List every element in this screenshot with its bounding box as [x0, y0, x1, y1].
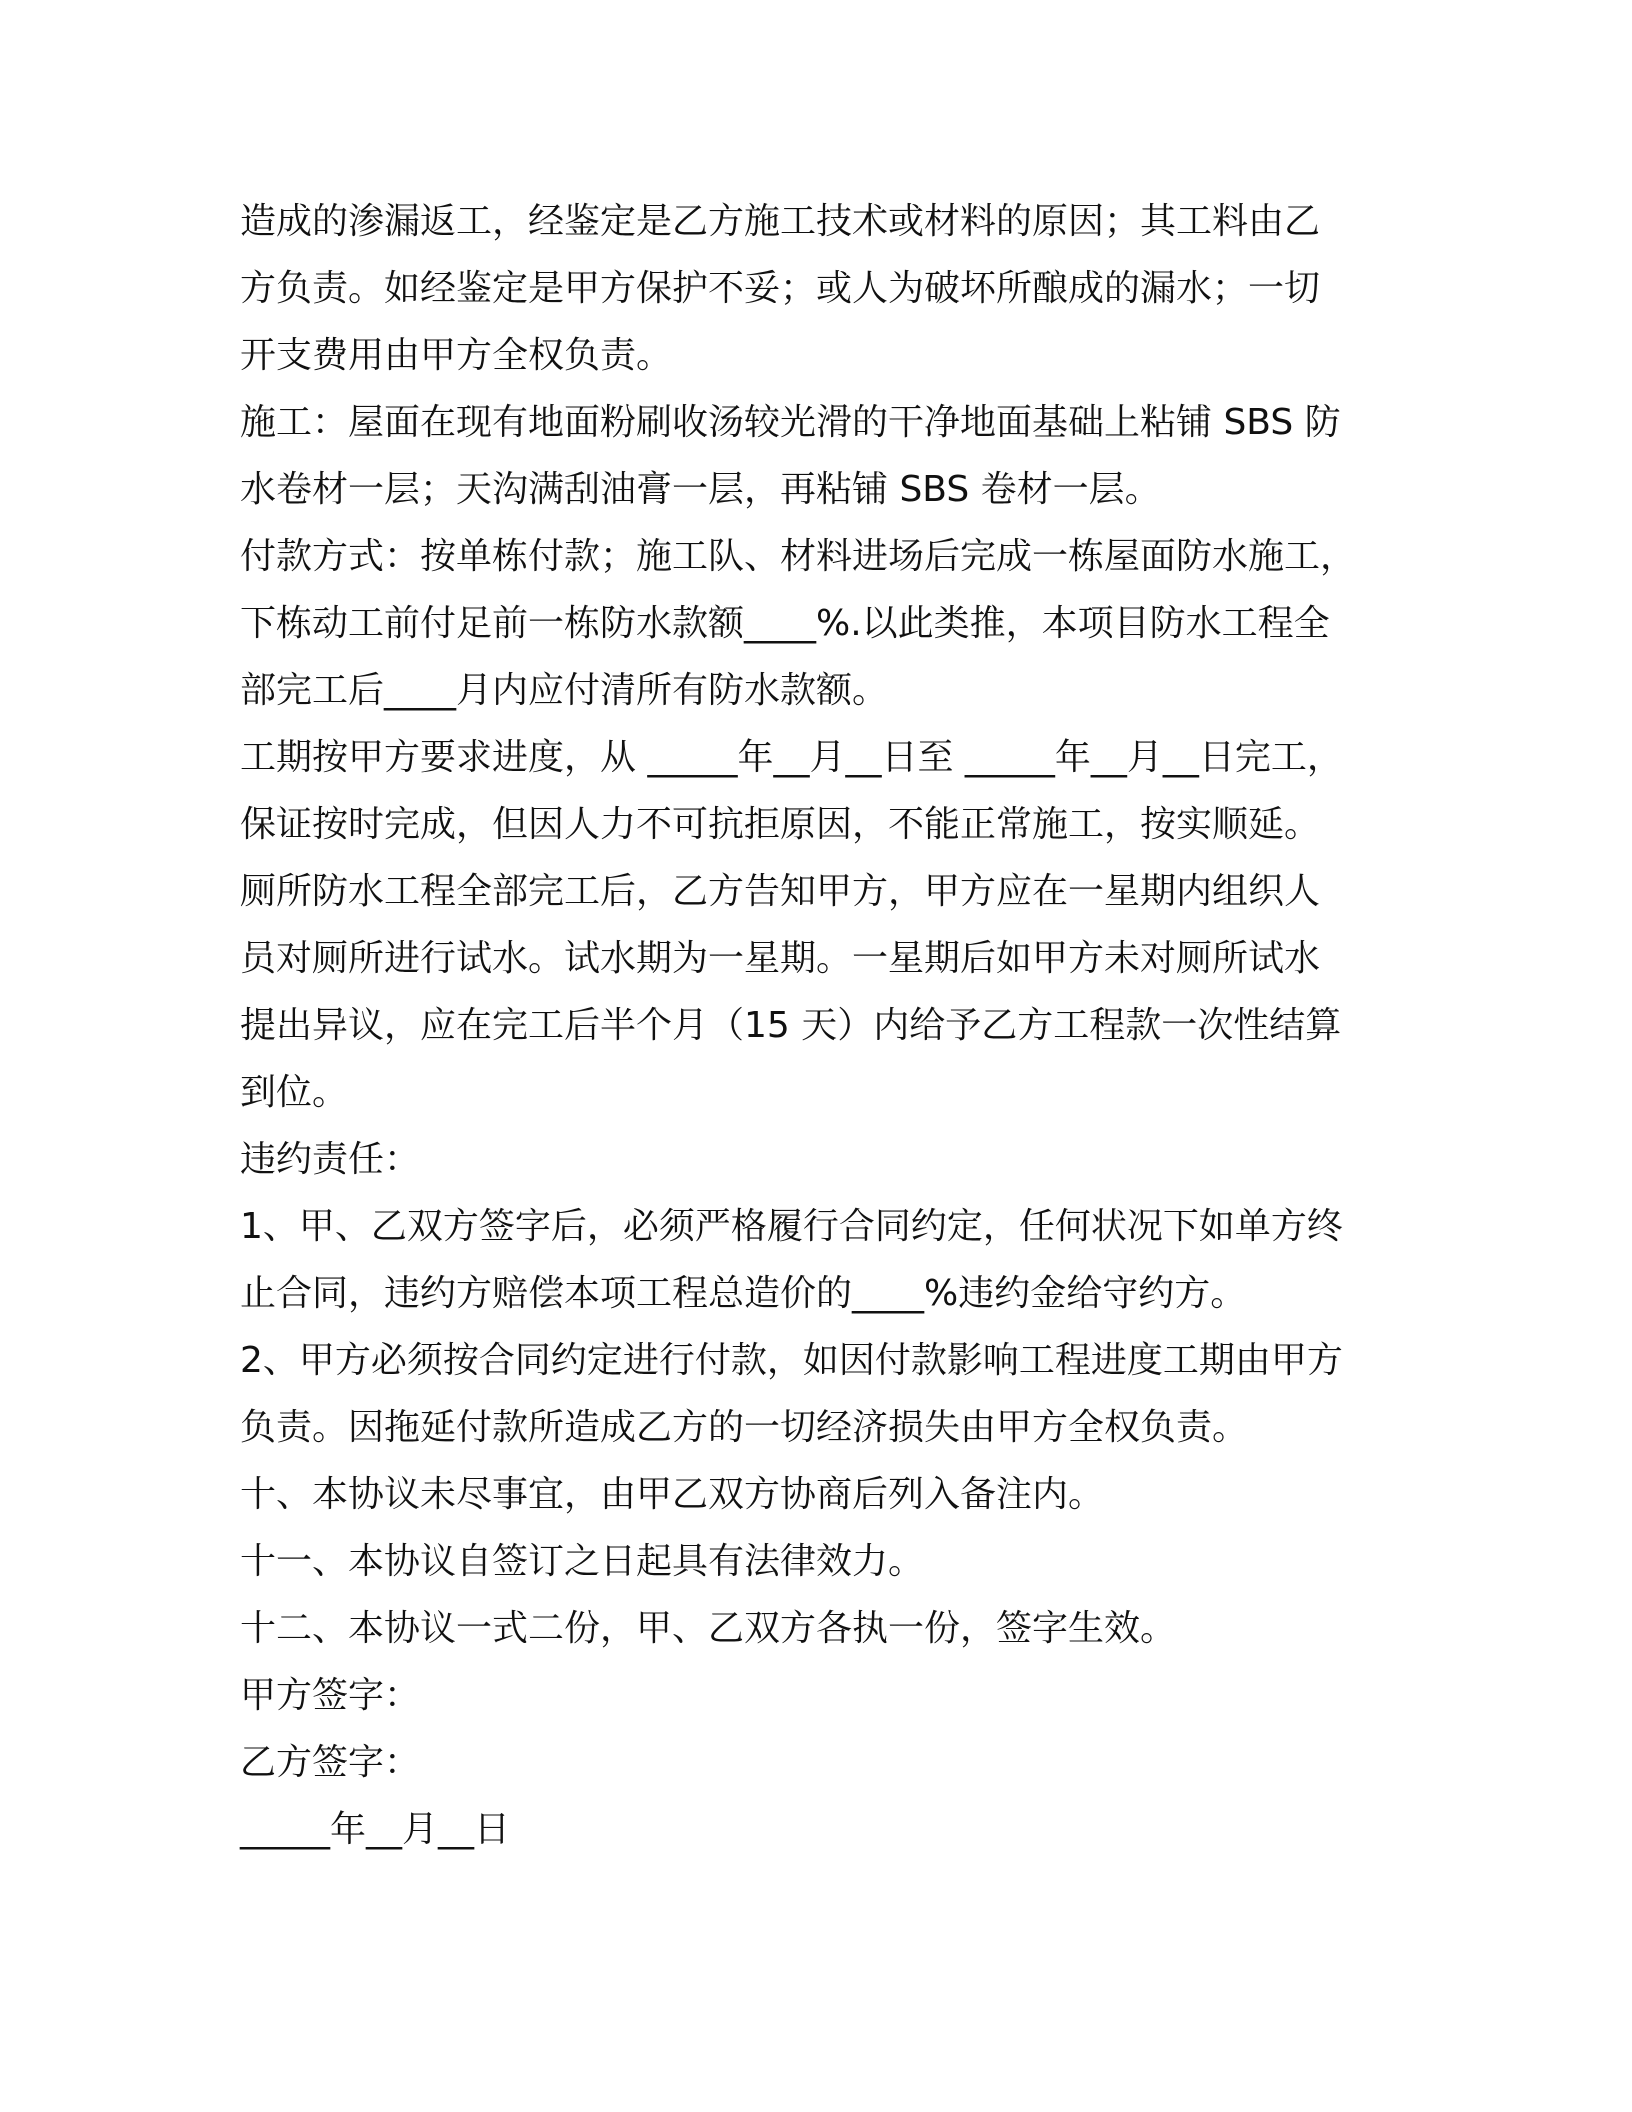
- paragraph-line: 开支费用由甲方全权负责。: [240, 335, 673, 376]
- payment-clause-line: 付款方式：按单栋付款；施工队、材料进场后完成一栋屋面防水施工，: [240, 536, 1357, 577]
- payment-clause-line: 部完工后____月内应付清所有防水款额。: [240, 670, 889, 711]
- section-heading: 违约责任：: [240, 1139, 421, 1180]
- article-line: 十一、本协议自签订之日起具有法律效力。: [240, 1541, 925, 1582]
- signing-date-line: _____年__月__日: [240, 1809, 511, 1850]
- acceptance-clause-line: 提出异议，应在完工后半个月（15 天）内给予乙方工程款一次性结算: [240, 1005, 1342, 1046]
- liability-item-line: 2、甲方必须按合同约定进行付款，如因付款影响工程进度工期由甲方: [240, 1340, 1343, 1381]
- article-line: 十、本协议未尽事宜，由甲乙双方协商后列入备注内。: [240, 1474, 1105, 1515]
- liability-item-line: 负责。因拖延付款所造成乙方的一切经济损失由甲方全权负责。: [240, 1407, 1249, 1448]
- acceptance-clause-line: 员对厕所进行试水。试水期为一星期。一星期后如甲方未对厕所试水: [240, 938, 1321, 979]
- liability-item-line: 止合同，违约方赔偿本项工程总造价的____%违约金给守约方。: [240, 1273, 1247, 1314]
- construction-clause-line: 施工：屋面在现有地面粉刷收汤较光滑的干净地面基础上粘铺 SBS 防: [240, 402, 1341, 443]
- liability-item-line: 1、甲、乙双方签字后，必须严格履行合同约定，任何状况下如单方终: [240, 1206, 1343, 1247]
- document-body: [240, 188, 1420, 1863]
- party-b-signature-label: 乙方签字：: [240, 1742, 421, 1783]
- schedule-clause-line: 保证按时完成，但因人力不可抗拒原因，不能正常施工，按实顺延。: [240, 804, 1321, 845]
- article-line: 十二、本协议一式二份，甲、乙双方各执一份，签字生效。: [240, 1608, 1177, 1649]
- schedule-clause-line: 工期按甲方要求进度，从 _____年__月__日至 _____年__月__日完工，: [240, 737, 1343, 778]
- payment-clause-line: 下栋动工前付足前一栋防水款额____%.以此类推，本项目防水工程全: [240, 603, 1330, 644]
- paragraph-line: 造成的渗漏返工，经鉴定是乙方施工技术或材料的原因；其工料由乙: [240, 201, 1321, 242]
- construction-clause-line: 水卷材一层；天沟满刮油膏一层，再粘铺 SBS 卷材一层。: [240, 469, 1161, 510]
- acceptance-clause-line: 到位。: [240, 1072, 349, 1113]
- acceptance-clause-line: 厕所防水工程全部完工后，乙方告知甲方，甲方应在一星期内组织人: [240, 871, 1321, 912]
- party-a-signature-label: 甲方签字：: [240, 1675, 421, 1716]
- paragraph-line: 方负责。如经鉴定是甲方保护不妥；或人为破坏所酿成的漏水；一切: [240, 268, 1321, 309]
